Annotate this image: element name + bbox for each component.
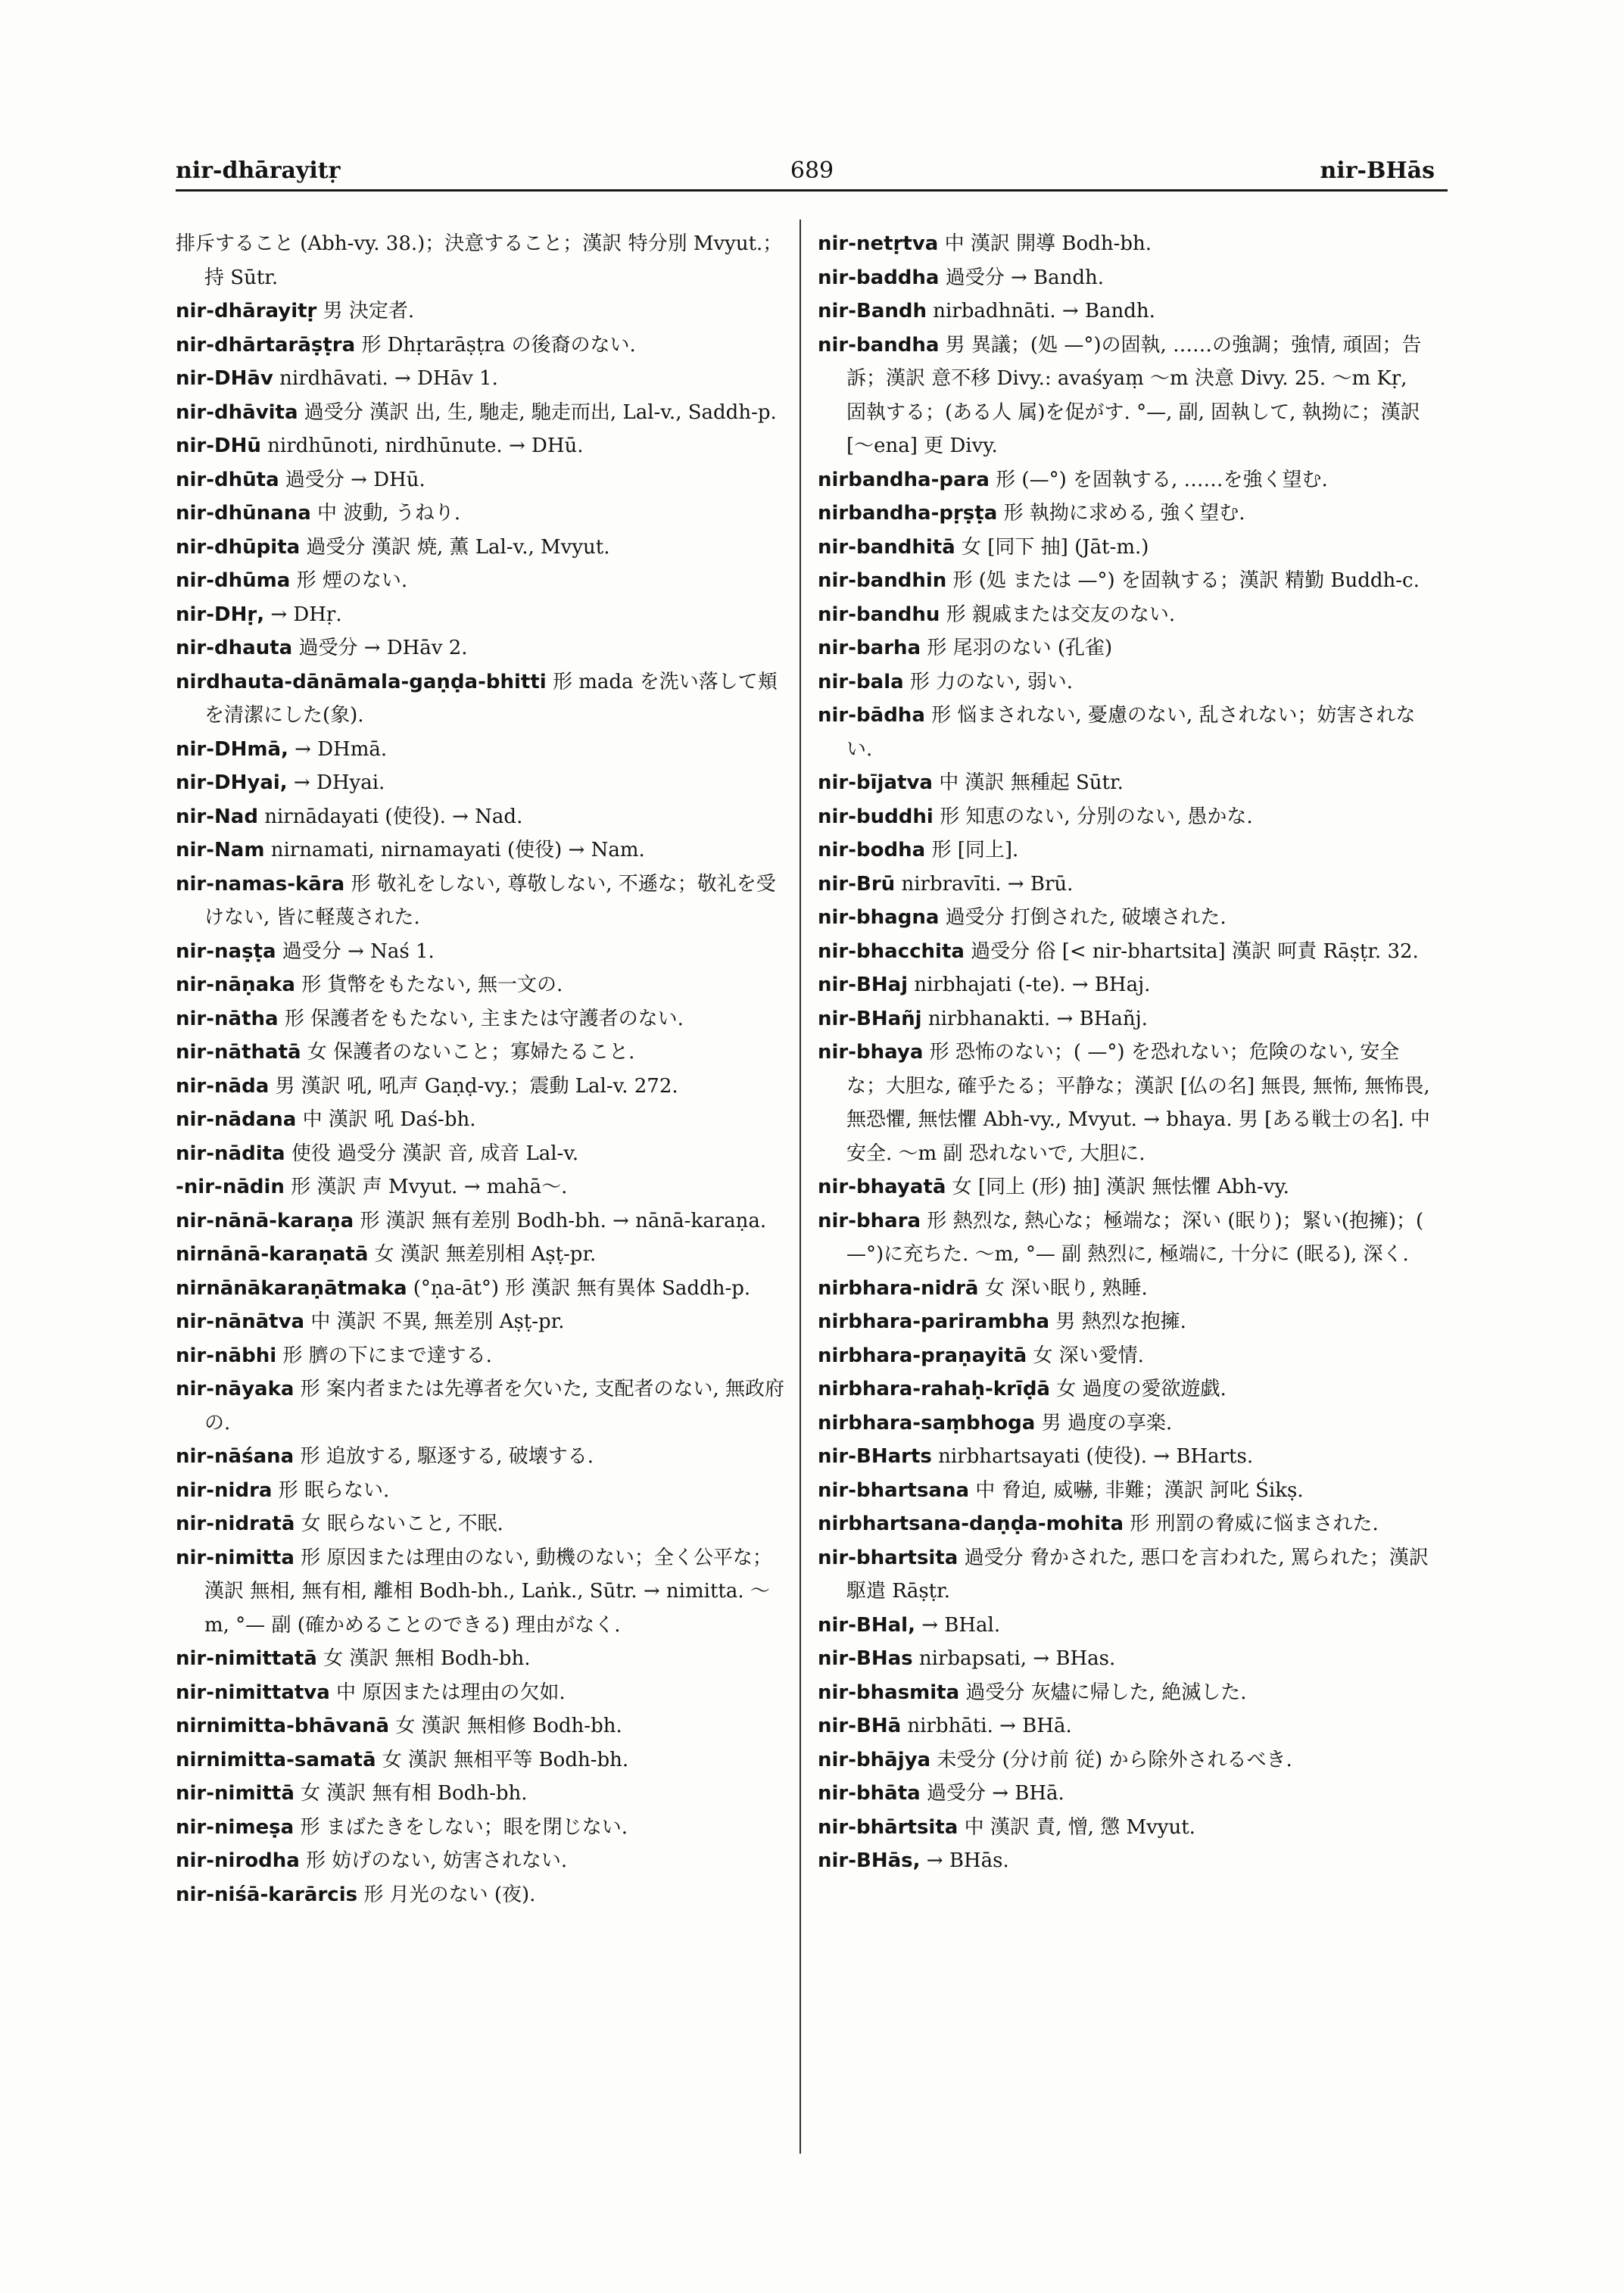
entry-headword: nir-nāṇaka — [176, 974, 295, 996]
dictionary-entry — [818, 1743, 1431, 1777]
entry-definition: 過受分 → Naś 1. — [276, 939, 435, 963]
entry-headword: nir-bhāta — [818, 1782, 921, 1805]
entry-definition: 中 漢訳 開導 Bodh-bh. — [938, 232, 1152, 255]
entry-definition: 女 深い眠り, 熟睡. — [978, 1276, 1148, 1300]
entry-headword: nir-Nam — [176, 839, 265, 861]
entry-definition: nirdhūnoti, nirdhūnute. → DHū. — [260, 435, 584, 457]
entry-definition: 女 漢訳 無相平等 Bodh-bh. — [376, 1748, 629, 1771]
entry-definition: 形 Dhṛtarāṣṭra の後裔のない. — [355, 333, 636, 357]
entry-headword: -nir-nādin — [176, 1176, 285, 1198]
entry-headword: nir-nānātva — [176, 1310, 305, 1333]
entry-headword: nir-nāda — [176, 1074, 270, 1098]
entry-headword: nir-BHarts — [818, 1445, 932, 1468]
dictionary-entry — [176, 564, 789, 598]
entry-definition: 中 脅迫, 威嚇, 非難；漢訳 訶叱 Śikṣ. — [969, 1478, 1304, 1502]
entry-headword: nir-nāthatā — [176, 1041, 301, 1064]
entry-headword: nir-nimeṣa — [176, 1815, 295, 1839]
dictionary-entry — [818, 1541, 1431, 1609]
entry-headword: nir-naṣṭa — [176, 939, 276, 963]
entry-definition: 女 漢訳 無相修 Bodh-bh. — [389, 1715, 622, 1737]
entry-definition: 男 異議；(処 —°)の固執, ……の強調；強情, 頑固；告訴；漢訳 意不移 Divy.: avaśyaṃ ～m 決意 Divy. 25. ～m Kṛ, 固執する；(ある人 属)を促がす. °—, 副, 固執して, 執拗に；漢訳 [～ena] 更 Divy. — [846, 333, 1422, 457]
dictionary-entry — [818, 1339, 1431, 1373]
entry-definition: 女 過度の愛欲遊戯. — [1049, 1378, 1227, 1400]
entry-headword: nir-Nad — [176, 805, 258, 828]
entry-headword: nir-nimittā — [176, 1782, 295, 1805]
entry-definition: 形 原因または理由のない, 動機のない；全く公平な；漢訳 無相, 無有相, 離相 Bodh-bh., Laṅk., Sūtr. → nimitta. ～m, °— 副 (確かめることのできる) 理由がなく. — [204, 1546, 772, 1637]
entry-definition: 過受分 灰燼に帰した, 絶滅した. — [959, 1681, 1247, 1704]
entry-definition: 過受分 → DHāv 2. — [292, 637, 468, 659]
entry-headword: nir-DHū — [176, 435, 261, 457]
entry-headword: nirbhara-rahaḥ-krīḍā — [818, 1378, 1050, 1400]
entry-headword: nir-nātha — [176, 1007, 279, 1030]
entry-definition: → DHyai. — [287, 771, 385, 794]
dictionary-entry — [176, 1372, 789, 1440]
entry-definition: 形 眠らない. — [272, 1478, 390, 1502]
dictionary-entry — [818, 665, 1431, 699]
entry-headword: nirbandha-pṛṣṭa — [818, 502, 998, 525]
dictionary-entry — [176, 665, 789, 733]
dictionary-entry — [818, 1002, 1431, 1036]
entry-definition: 中 漢訳 無種起 Sūtr. — [932, 771, 1124, 794]
entry-definition: 形 [同上]. — [925, 839, 1019, 861]
entry-headword: nir-netṛtva — [818, 232, 939, 255]
dictionary-entry — [818, 1372, 1431, 1407]
entry-headword: nir-bādha — [818, 704, 925, 727]
entry-definition: 中 漢訳 吼 Daś-bh. — [296, 1108, 476, 1131]
entry-definition: 使役 過受分 漢訳 音, 成音 Lal-v. — [285, 1142, 579, 1165]
dictionary-entry — [176, 329, 789, 363]
entry-headword: nir-nāyaka — [176, 1378, 295, 1400]
dictionary-entry — [176, 1507, 789, 1541]
dictionary-entry — [176, 1339, 789, 1373]
dictionary-entry — [818, 1676, 1431, 1710]
entry-headword: nir-BHās, — [818, 1849, 921, 1872]
dictionary-entry — [176, 800, 789, 834]
dictionary-entry — [176, 1541, 789, 1643]
entry-headword: nir-nādana — [176, 1108, 297, 1131]
entry-definition: 過受分 漢訳 出, 生, 馳走, 馳走而出, Lal-v., Saddh-p. — [298, 400, 777, 424]
entry-definition: 女 深い愛情. — [1027, 1344, 1144, 1367]
dictionary-entry — [818, 968, 1431, 1002]
dictionary-entry — [818, 935, 1431, 969]
dictionary-entry — [818, 1440, 1431, 1474]
entry-headword: nir-dhūnana — [176, 502, 311, 525]
dictionary-entry — [176, 631, 789, 665]
entry-definition: 形 まばたきをしない；眼を閉じない. — [294, 1815, 628, 1839]
entry-definition: 形 知恵のない, 分別のない, 愚かな. — [933, 805, 1253, 828]
dictionary-entry — [818, 1407, 1431, 1441]
entry-definition: 過受分 漢訳 焼, 薫 Lal-v., Mvyut. — [300, 535, 610, 559]
dictionary-entry — [176, 1036, 789, 1070]
entry-headword: nir-bhaya — [818, 1041, 924, 1064]
entry-headword: nir-nāśana — [176, 1445, 295, 1468]
entry-definition: 形 漢訳 無有差別 Bodh-bh. → nānā-karaṇa. — [354, 1209, 767, 1232]
entry-definition: 形 恐怖のない；( —°) を恐れない；危険のない, 安全な；大胆な, 確乎たる；平静な；漢訳 [仏の名] 無畏, 無怖, 無怖畏, 無恐懼, 無怯懼 Abh-vy., Mvyut. → bhaya. 男 [ある戦士の名]. 中 安全. ～m 副 恐れないで, 大胆に. — [846, 1041, 1430, 1165]
dictionary-entry — [818, 1474, 1431, 1508]
dictionary-entry — [818, 1305, 1431, 1339]
dictionary-entry — [818, 833, 1431, 868]
dictionary-entry — [818, 463, 1431, 497]
entry-definition: 形 力のない, 弱い. — [903, 670, 1073, 693]
entry-definition: 過受分 脅かされた, 悪口を言われた, 罵られた；漢訳 駆遣 Rāṣṭr. — [846, 1546, 1429, 1603]
dictionary-entry — [176, 497, 789, 531]
dictionary-entry — [176, 968, 789, 1002]
entry-definition: 排斥すること (Abh-vy. 38.)；決意すること；漢訳 特分別 Mvyut.；持 Sūtr. — [176, 232, 783, 289]
entry-definition: 形 煙のない. — [290, 569, 408, 592]
dictionary-entry — [818, 598, 1431, 632]
entry-headword: nir-bhacchita — [818, 939, 965, 963]
entry-headword: nir-baddha — [818, 266, 940, 289]
entry-definition: → DHmā. — [288, 737, 388, 761]
dictionary-entry — [176, 598, 789, 632]
entry-definition: 過受分 → Bandh. — [939, 266, 1105, 289]
entry-definition: nirdhāvati. → DHāv 1. — [273, 367, 498, 390]
dictionary-entry — [818, 868, 1431, 902]
entry-headword: nir-bhārtsita — [818, 1815, 959, 1839]
dictionary-entry — [176, 1743, 789, 1777]
entry-headword: nir-bhara — [818, 1209, 921, 1232]
dictionary-entry — [818, 800, 1431, 834]
dictionary-entry — [818, 497, 1431, 531]
dictionary-entry — [818, 1272, 1431, 1306]
entry-headword: nir-BHañj — [818, 1007, 922, 1030]
dictionary-entry — [176, 833, 789, 868]
entry-headword: nir-DHmā, — [176, 737, 288, 761]
dictionary-entry — [176, 294, 789, 329]
entry-definition: nirnādayati (使役). → Nad. — [257, 805, 523, 828]
dictionary-entry — [176, 733, 789, 767]
entry-definition: 形 親戚または交友のない. — [940, 603, 1176, 626]
dictionary-entry — [176, 1878, 789, 1912]
dictionary-entry — [176, 463, 789, 497]
entry-definition: 女 保護者のないこと；寡婦たること. — [301, 1041, 635, 1064]
dictionary-entry — [176, 1642, 789, 1676]
dictionary-entry — [818, 766, 1431, 800]
entry-definition: → BHal. — [915, 1613, 1001, 1637]
dictionary-entry — [176, 1137, 789, 1171]
entry-definition: 女 [同上 (形) 抽] 漢訳 無怯懼 Abh-vy. — [946, 1176, 1289, 1198]
dictionary-entry — [176, 868, 789, 935]
entry-headword: nir-bhartsita — [818, 1546, 959, 1569]
left-column — [176, 227, 789, 1911]
dictionary-entry — [176, 396, 789, 430]
entry-headword: nir-dhāvita — [176, 400, 298, 424]
dictionary-entry — [818, 631, 1431, 665]
entry-headword: nir-nirodha — [176, 1849, 300, 1872]
entry-definition: 形 mada を洗い落して頬を清潔にした(象). — [204, 670, 778, 727]
entry-headword: nir-dhūta — [176, 468, 279, 491]
entry-definition: 中 漢訳 責, 憎, 懲 Mvyut. — [958, 1815, 1195, 1839]
entry-headword: nir-nimittatā — [176, 1647, 317, 1670]
dictionary-entry — [176, 1002, 789, 1036]
entry-definition: 形 (処 または —°) を固執する；漢訳 精勤 Buddh-c. — [946, 569, 1420, 592]
entry-headword: nirbhara-parirambha — [818, 1310, 1050, 1333]
entry-definition: 中 波動, うねり. — [310, 502, 461, 525]
entry-headword: nir-bandhin — [818, 569, 947, 592]
entry-definition: 過受分 打倒された, 破壊された. — [939, 906, 1227, 929]
entry-headword: nirbandha-para — [818, 468, 990, 491]
entry-headword: nir-bandha — [818, 333, 940, 357]
dictionary-entry — [176, 1474, 789, 1508]
column-divider — [800, 220, 801, 2154]
entry-definition: 形 保護者をもたない, 主または守護者のない. — [278, 1007, 684, 1030]
entry-headword: nir-nidratā — [176, 1513, 295, 1535]
entry-definition: 過受分 俗 [< nir-bhartsita] 漢訳 呵責 Rāṣṭr. 32. — [964, 939, 1419, 963]
entry-headword: nirnānā-karaṇatā — [176, 1243, 369, 1266]
entry-definition: 男 熱烈な抱擁. — [1049, 1310, 1186, 1333]
entry-headword: nir-bala — [818, 670, 904, 693]
entry-headword: nir-DHyai, — [176, 771, 288, 794]
entry-definition: nirbhāti. → BHā. — [901, 1715, 1072, 1737]
entry-headword: nir-dhārayitṛ — [176, 300, 317, 322]
dictionary-entry — [176, 1440, 789, 1474]
header-rule — [176, 189, 1448, 192]
entry-headword: nir-bodha — [818, 839, 926, 861]
page-number: 689 — [790, 157, 834, 184]
entry-headword: nir-BHaj — [818, 974, 909, 996]
dictionary-entry — [176, 531, 789, 565]
dictionary-entry — [818, 1204, 1431, 1272]
entry-definition: nirbapsati, → BHas. — [912, 1647, 1116, 1670]
entry-headword: nirdhauta-dānāmala-gaṇḍa-bhitti — [176, 670, 547, 693]
entry-headword: nir-namas-kāra — [176, 872, 345, 896]
dictionary-entry — [176, 1811, 789, 1845]
entry-headword: nir-nānā-karaṇa — [176, 1209, 354, 1232]
dictionary-entry — [818, 699, 1431, 766]
entry-headword: nir-DHāv — [176, 367, 273, 390]
dictionary-entry — [176, 1272, 789, 1306]
entry-headword: nir-bījatva — [818, 771, 933, 794]
dictionary-entry — [176, 429, 789, 463]
entry-definition: 女 漢訳 無差別相 Aṣṭ-pr. — [368, 1243, 597, 1266]
entry-definition: → BHās. — [920, 1849, 1009, 1872]
right-column — [818, 227, 1431, 1878]
entry-headword: nir-dhauta — [176, 637, 293, 659]
entry-headword: nir-DHṛ, — [176, 603, 265, 626]
entry-definition: nirbhanakti. → BHañj. — [921, 1007, 1148, 1030]
entry-definition: (°ṇa-āt°) 形 漢訳 無有異体 Saddh-p. — [407, 1276, 751, 1300]
dictionary-entry — [176, 1709, 789, 1743]
entry-definition: 形 臍の下にまで達する. — [276, 1344, 492, 1367]
dictionary-entry — [818, 1170, 1431, 1204]
dictionary-entry — [818, 261, 1431, 295]
entry-headword: nir-bandhitā — [818, 535, 955, 559]
dictionary-entry — [818, 227, 1431, 261]
entry-definition: 形 (—°) を固執する, ……を強く望む. — [989, 468, 1328, 491]
entry-definition: 中 原因または理由の欠如. — [329, 1681, 566, 1704]
dictionary-entry — [176, 1676, 789, 1710]
entry-definition: 男 漢訳 吼, 吼声 Gaṇḍ-vy.；震動 Lal-v. 272. — [269, 1074, 678, 1098]
entry-headword: nirnimitta-bhāvanā — [176, 1715, 390, 1737]
dictionary-entry — [176, 1844, 789, 1878]
entry-headword: nir-barha — [818, 637, 921, 659]
dictionary-entry — [176, 1204, 789, 1238]
entry-headword: nir-nimittatva — [176, 1681, 330, 1704]
entry-definition: 中 漢訳 不異, 無差別 Aṣṭ-pr. — [304, 1310, 565, 1333]
dictionary-entry — [176, 1170, 789, 1204]
dictionary-entry — [818, 1507, 1431, 1541]
entry-headword: nirbhara-saṃbhoga — [818, 1411, 1036, 1435]
entry-headword: nir-buddhi — [818, 805, 934, 828]
entry-definition: 形 妨げのない, 妨害されない. — [299, 1849, 568, 1872]
entry-definition: nirbravīti. → Brū. — [895, 872, 1074, 896]
entry-headword: nir-BHā — [818, 1715, 902, 1737]
entry-headword: nir-dhārtarāṣṭra — [176, 333, 356, 357]
dictionary-entry — [818, 564, 1431, 598]
entry-headword: nir-dhūma — [176, 569, 291, 592]
running-head-left: nir-dhārayitṛ — [176, 157, 341, 184]
entry-headword: nir-Brū — [818, 872, 896, 896]
entry-definition: 未受分 (分け前 従) から除外されるべき. — [930, 1748, 1292, 1771]
entry-definition: 男 決定者. — [316, 300, 415, 322]
entry-definition: 形 案内者または先導者を欠いた, 支配者のない, 無政府の. — [204, 1378, 785, 1435]
entry-headword: nir-bhartsana — [818, 1478, 970, 1502]
entry-definition: 形 追放する, 駆逐する, 破壊する. — [294, 1445, 594, 1468]
entry-headword: nir-bhagna — [818, 906, 940, 929]
entry-headword: nir-bandhu — [818, 603, 940, 626]
entry-headword: nir-BHas — [818, 1647, 913, 1670]
entry-headword: nirnānākaraṇātmaka — [176, 1276, 407, 1300]
entry-headword: nir-bhayatā — [818, 1176, 946, 1198]
entry-definition: 女 [同下 抽] (Jāt-m.) — [955, 535, 1149, 559]
entry-definition: 女 漢訳 無有相 Bodh-bh. — [294, 1782, 528, 1805]
entry-headword: nir-bhājya — [818, 1748, 931, 1771]
entry-definition: → DHṛ. — [264, 603, 342, 626]
dictionary-entry — [176, 1777, 789, 1811]
dictionary-entry — [818, 1036, 1431, 1170]
dictionary-entry — [818, 1844, 1431, 1878]
entry-headword: nir-nādita — [176, 1142, 285, 1165]
entry-headword: nirnimitta-samatā — [176, 1748, 376, 1771]
entry-headword: nir-nābhi — [176, 1344, 277, 1367]
dictionary-entry — [818, 901, 1431, 935]
dictionary-entry — [818, 294, 1431, 329]
entry-definition: nirbhajati (-te). → BHaj. — [908, 974, 1151, 996]
dictionary-entry — [176, 766, 789, 800]
entry-headword: nirbhartsana-daṇḍa-mohita — [818, 1513, 1124, 1535]
entry-definition: nirbadhnāti. → Bandh. — [927, 300, 1155, 322]
entry-definition: 形 刑罰の脅威に悩まされた. — [1124, 1513, 1379, 1535]
dictionary-entry — [176, 362, 789, 396]
entry-headword: nirbhara-nidrā — [818, 1276, 979, 1300]
entry-headword: nir-bhasmita — [818, 1681, 960, 1704]
entry-definition: 形 悩まされない, 憂慮のない, 乱されない；妨害されない. — [846, 704, 1416, 761]
entry-headword: nir-nidra — [176, 1478, 273, 1502]
entry-headword: nir-Bandh — [818, 300, 927, 322]
dictionary-entry — [176, 935, 789, 969]
entry-definition: 男 過度の享楽. — [1035, 1411, 1173, 1435]
dictionary-entry — [818, 1609, 1431, 1643]
dictionary-entry — [176, 1305, 789, 1339]
entry-definition: nirnamati, nirnamayati (使役) → Nam. — [264, 839, 645, 861]
dictionary-entry — [818, 531, 1431, 565]
entry-definition: 形 月光のない (夜). — [357, 1883, 536, 1906]
dictionary-entry — [818, 1777, 1431, 1811]
entry-definition: 形 貨幣をもたない, 無一文の. — [295, 974, 563, 996]
entry-headword: nir-dhūpita — [176, 535, 301, 559]
entry-definition: 女 漢訳 無相 Bodh-bh. — [316, 1647, 531, 1670]
dictionary-entry — [818, 329, 1431, 463]
entry-headword: nirbhara-praṇayitā — [818, 1344, 1027, 1367]
entry-headword: nir-niśā-karārcis — [176, 1883, 358, 1906]
dictionary-entry — [818, 1811, 1431, 1845]
dictionary-entry — [818, 1642, 1431, 1676]
entry-definition: 過受分 → DHū. — [279, 468, 425, 491]
entry-definition: 過受分 → BHā. — [920, 1782, 1064, 1805]
dictionary-entry — [176, 227, 789, 294]
entry-definition: 形 敬礼をしない, 尊敬しない, 不遜な；敬礼を受けない, 皆に軽蔑された. — [204, 872, 776, 929]
dictionary-entry — [176, 1238, 789, 1272]
entry-headword: nir-BHal, — [818, 1613, 915, 1637]
entry-definition: 形 漢訳 声 Mvyut. → mahā～. — [284, 1176, 568, 1198]
entry-headword: nir-nimitta — [176, 1546, 295, 1569]
dictionary-entry — [176, 1103, 789, 1137]
entry-definition: 形 尾羽のない (孔雀) — [921, 637, 1113, 659]
entry-definition: 形 熱烈な, 熱心な；極端な；深い (眠り)；緊い(抱擁)；( —°)に充ちた. ～m, °— 副 熱烈に, 極端に, 十分に (眠る), 深く. — [846, 1209, 1424, 1266]
entry-definition: 形 執拗に求める, 強く望む. — [997, 502, 1245, 525]
entry-definition: nirbhartsayati (使役). → BHarts. — [931, 1445, 1254, 1468]
running-head-right: nir-BHās — [1320, 157, 1435, 184]
entry-definition: 女 眠らないこと, 不眠. — [295, 1513, 503, 1535]
dictionary-entry — [176, 1070, 789, 1104]
dictionary-entry — [818, 1709, 1431, 1743]
